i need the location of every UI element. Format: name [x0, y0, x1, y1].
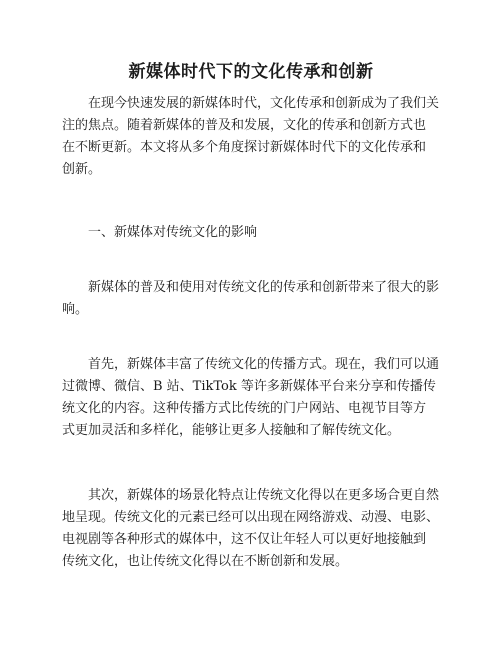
- paragraph-line: 统文化的内容。这种传播方式比传统的门户网站、电视节目等方: [62, 401, 427, 416]
- paragraph-line: 其次，新媒体的场景化特点让传统文化得以在更多场合更自然: [88, 488, 440, 503]
- paragraph-line: 注的焦点。随着新媒体的普及和发展，文化的传承和创新方式也: [62, 118, 427, 133]
- paragraph-first-point: [62, 354, 444, 442]
- paragraph-impact: [62, 277, 444, 321]
- paragraph-second-point: [62, 485, 444, 573]
- paragraph-line: 过微博、微信、B 站、TikTok 等许多新媒体平台来分享和传播传: [62, 379, 436, 394]
- section-heading-text: 一、新媒体对传统文化的影响: [88, 225, 258, 240]
- paragraph-line: 电视剧等各种形式的媒体中，这不仅让年轻人可以更好地接触到: [62, 532, 427, 547]
- document-title: 新媒体时代下的文化传承和创新: [128, 62, 374, 82]
- paragraph-line: 地呈现。传统文化的元素已经可以出现在网络游戏、动漫、电影、: [62, 510, 440, 525]
- paragraph-line: 新媒体的普及和使用对传统文化的传承和创新带来了很大的影: [88, 280, 440, 295]
- paragraph-line: 响。: [62, 302, 89, 317]
- section-heading: [62, 222, 444, 244]
- paragraph-line: 在不断更新。本文将从多个角度探讨新媒体时代下的文化传承和: [62, 140, 427, 155]
- paragraph-intro: [62, 93, 444, 181]
- paragraph-line: 式更加灵活和多样化，能够让更多人接触和了解传统文化。: [62, 423, 401, 438]
- paragraph-line: 首先，新媒体丰富了传统文化的传播方式。现在，我们可以通: [88, 357, 440, 372]
- paragraph-line: 创新。: [62, 162, 102, 177]
- paragraph-line: 传统文化，也让传统文化得以在不断创新和发展。: [62, 554, 349, 569]
- paragraph-line: 在现今快速发展的新媒体时代，文化传承和创新成为了我们关: [88, 96, 440, 111]
